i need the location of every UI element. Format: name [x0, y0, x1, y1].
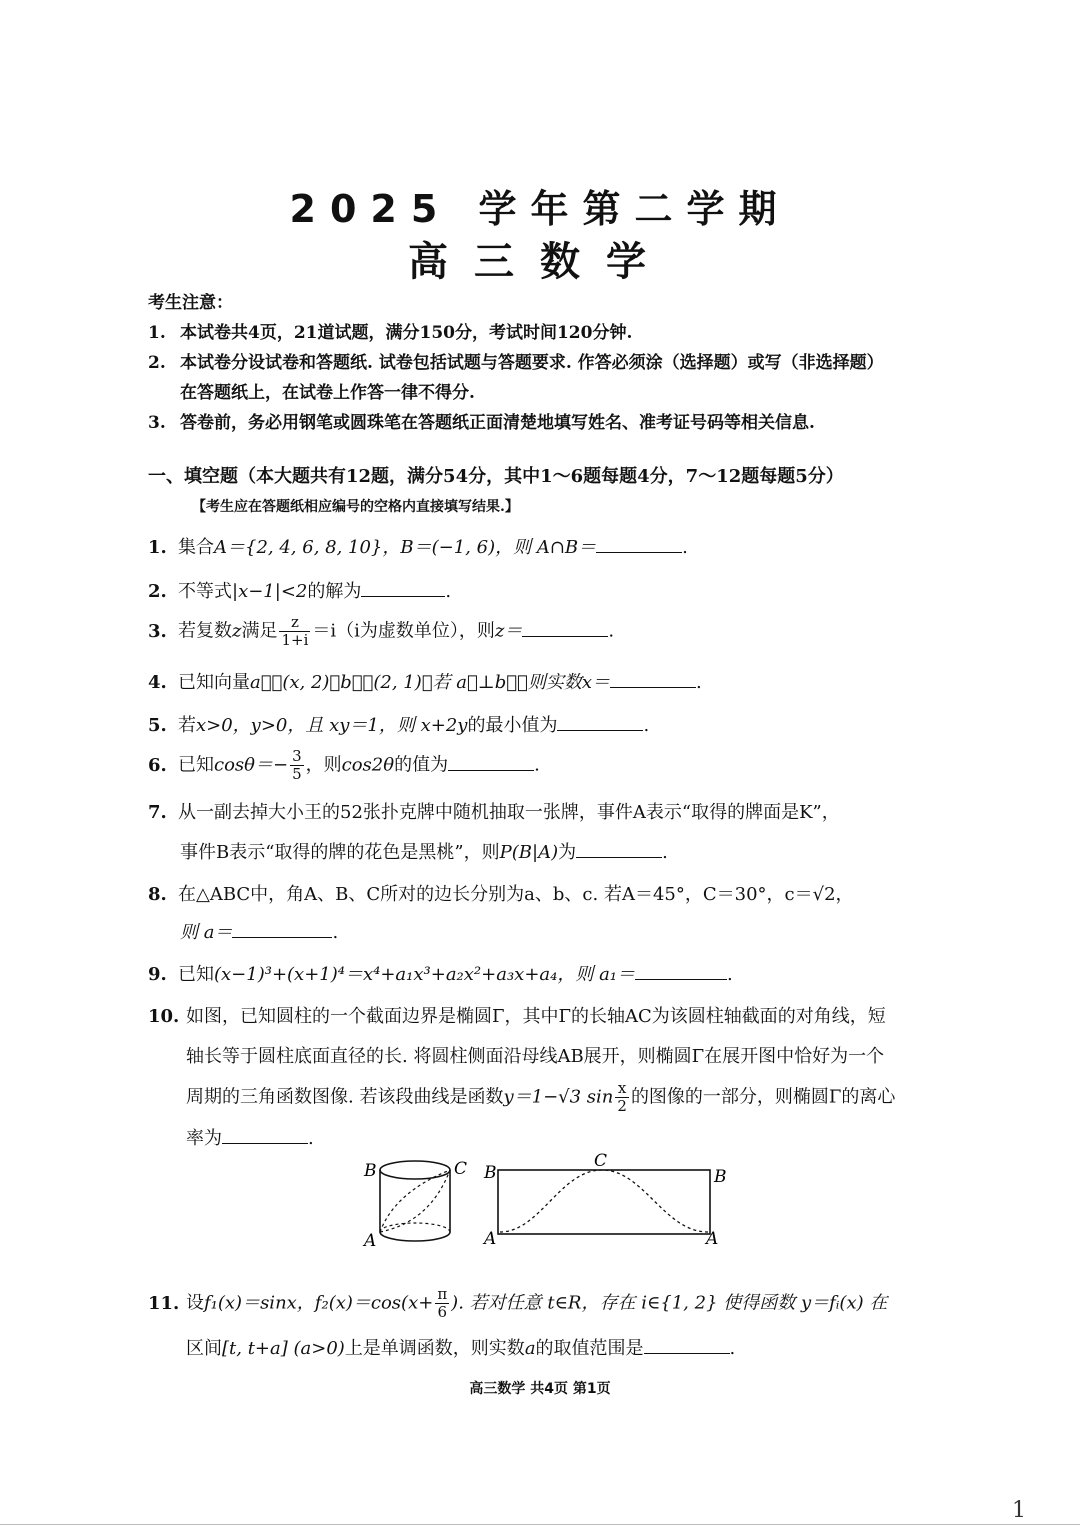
note-item: 3. 答卷前，务必用钢笔或圆珠笔在答题纸正面清楚地填写姓名、准考证号码等相关信息.	[148, 413, 815, 433]
answer-blank[interactable]	[610, 671, 696, 688]
section-heading: 一、填空题（本大题共有12题，满分54分，其中1～6题每题4分，7～12题每题5分）	[148, 466, 844, 487]
cyl-label-C: C	[454, 1159, 468, 1179]
net-label-A-left: A	[484, 1229, 497, 1249]
net-label-B-right: B	[714, 1167, 727, 1187]
figure-cylinder-and-net	[350, 1152, 730, 1252]
net-label-B-left: B	[484, 1163, 497, 1183]
question-5: 5. 若x>0，y>0，且 xy＝1，则 x+2y的最小值为 .	[148, 715, 650, 736]
exam-title-term: 2025 学年第二学期	[289, 187, 791, 231]
page-number: 1	[1012, 1498, 1026, 1523]
notes-heading: 考生注意：	[148, 293, 233, 313]
answer-blank[interactable]	[522, 620, 608, 637]
question-3: 3. 若复数z满足 $\frac{z}{1+i}$ ＝i（i为虚数单位），则z＝ .	[148, 613, 615, 649]
answer-blank[interactable]	[222, 1127, 308, 1144]
question-10-cont: 率为 .	[186, 1128, 314, 1149]
question-6: 6. 已知cosθ＝− $\frac{3}{5}$ ，则cos2θ的值为 .	[148, 747, 540, 783]
answer-blank[interactable]	[232, 921, 332, 938]
answer-blank[interactable]	[596, 536, 682, 553]
answer-blank[interactable]	[448, 754, 534, 771]
question-8: 8. 在△ABC中，角A、B、C所对的边长分别为a、b、c. 若A＝45°，C＝30°，c＝√2，	[148, 884, 854, 905]
question-11: 11. 设f₁(x)＝sinx，f₂(x)＝cos(x+ $\frac{\pi}{6}$ ). 若对任意 t∈R，存在 i∈{1, 2} 使得函数 y＝fᵢ(x) 在	[148, 1285, 888, 1321]
question-10-cont: 轴长等于圆柱底面直径的长. 将圆柱侧面沿母线AB展开，则椭圆Γ在展开图中恰好为一个	[186, 1046, 885, 1067]
question-9: 9. 已知(x−1)³+(x+1)⁴＝x⁴+a₁x³+a₂x²+a₃x+a₄，则 a₁＝ .	[148, 964, 733, 985]
answer-blank[interactable]	[635, 963, 727, 980]
question-1: 1. 集合A＝{2, 4, 6, 8, 10}，B＝(−1, 6)，则 A∩B＝ .	[148, 537, 688, 558]
question-8-cont: 则 a＝ .	[180, 922, 339, 943]
cyl-label-A: A	[364, 1231, 377, 1251]
bottom-rule	[0, 1524, 1080, 1525]
section-instruction: 【考生应在答题纸相应编号的空格内直接填写结果.】	[192, 499, 519, 515]
question-10-cont: 周期的三角函数图像. 若该段曲线是函数y＝1−√3 sin $\frac{x}{2}$ 的图像的一部分，则椭圆Γ的离心	[186, 1079, 896, 1115]
question-4: 4. 已知向量a⃗＝(x, 2)，b⃗＝(2, 1)，若 a⃗⊥b⃗，则实数x＝ .	[148, 672, 702, 693]
question-7-cont: 事件B表示“取得的牌的花色是黑桃”，则P(B|A)为 .	[180, 842, 668, 863]
question-11-cont: 区间[t, t+a] (a>0)上是单调函数，则实数a的取值范围是 .	[186, 1338, 736, 1359]
question-7: 7. 从一副去掉大小王的52张扑克牌中随机抽取一张牌，事件A表示“取得的牌面是K”，	[148, 802, 840, 823]
answer-blank[interactable]	[576, 841, 662, 858]
question-10: 10. 如图，已知圆柱的一个截面边界是椭圆Γ，其中Γ的长轴AC为该圆柱轴截面的对角线，短	[148, 1006, 886, 1027]
answer-blank[interactable]	[644, 1337, 730, 1354]
answer-blank[interactable]	[557, 714, 643, 731]
page-footer: 高三数学 共4页 第1页	[469, 1381, 611, 1397]
cyl-label-B: B	[364, 1161, 377, 1181]
exam-title-subject: 高三数学	[408, 239, 672, 285]
net-label-A-right: A	[706, 1229, 719, 1249]
note-item: 2. 本试卷分设试卷和答题纸. 试卷包括试题与答题要求. 作答必须涂（选择题）或写（非选择题）	[148, 353, 884, 373]
note-item: 在答题纸上，在试卷上作答一律不得分.	[180, 383, 475, 403]
cylinder-figure	[362, 1159, 467, 1251]
answer-blank[interactable]	[361, 580, 445, 597]
net-label-C: C	[594, 1152, 608, 1171]
question-2: 2. 不等式|x−1|<2的解为 .	[148, 581, 452, 602]
unrolled-net-figure	[482, 1152, 727, 1249]
note-item: 1. 本试卷共4页，21道试题，满分150分，考试时间120分钟.	[148, 323, 633, 343]
